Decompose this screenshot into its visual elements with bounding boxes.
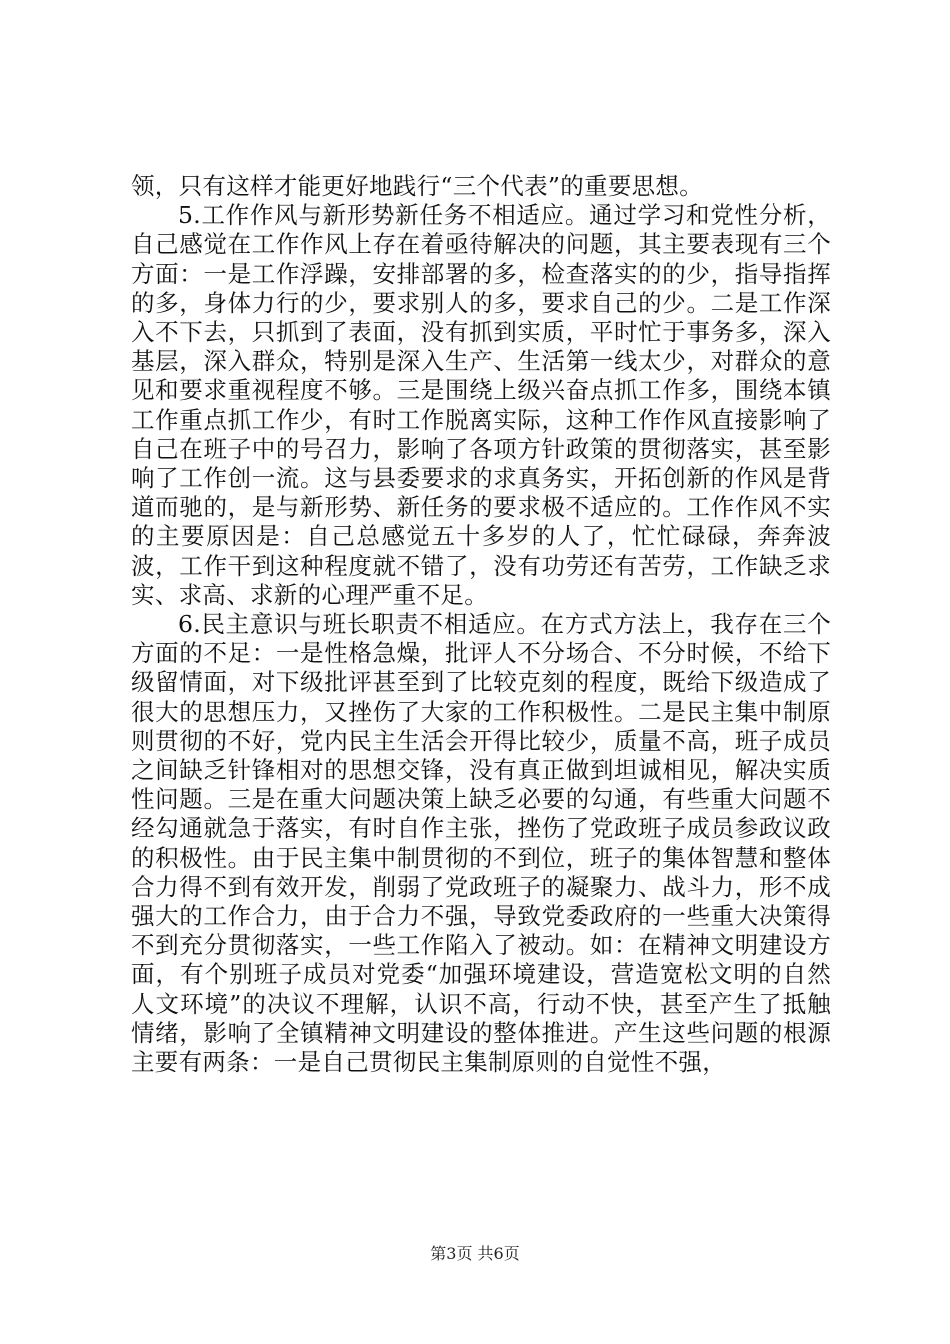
paragraph-item-5: 5.工作作风与新形势新任务不相适应。通过学习和党性分析，自己感觉在工作作风上存在着亟待解决的问题，其主要表现有三个方面：一是工作浮躁，安排部署的多，检查落实的的少，指导指挥的多，身体力行的少，要求别人的多，要求自己的少。二是工作深入不下去，只抓到了表面，没有抓到实质，平时忙于事务多，深入基层，深入群众，特别是深入生产、生活第一线太少，对群众的意见和要求重视程度不够。三是围绕上级兴奋点抓工作多，围绕本镇工作重点抓工作少，有时工作脱离实际，这种工作作风直接影响了自己在班子中的号召力，影响了各项方针政策的贯彻落实，甚至影响了工作创一流。这与县委要求的求真务实，开拓创新的作风是背道而驰的，是与新形势、新任务的要求极不适应的。工作作风不实的主要原因是：自己总感觉五十多岁的人了，忙忙碌碌，奔奔波波，工作干到这种程度就不错了，没有功劳还有苦劳，工作缺乏求实、求高、求新的心理严重不足。	[131, 201, 831, 609]
document-body	[131, 172, 831, 1077]
paragraph-item-6: 6.民主意识与班长职责不相适应。在方式方法上，我存在三个方面的不足：一是性格急燥，批评人不分场合、不分时候，不给下级留情面，对下级批评甚至到了比较克刻的程度，既给下级造成了很大的思想压力，又挫伤了大家的工作积极性。二是民主集中制原则贯彻的不好，党内民主生活会开得比较少，质量不高，班子成员之间缺乏针锋相对的思想交锋，没有真正做到坦诚相见，解决实质性问题。三是在重大问题决策上缺乏必要的勾通，有些重大问题不经勾通就急于落实，有时自作主张，挫伤了党政班子成员参政议政的积极性。由于民主集中制贯彻的不到位，班子的集体智慧和整体合力得不到有效开发，削弱了党政班子的凝聚力、战斗力，形不成强大的工作合力，由于合力不强，导致党委政府的一些重大决策得不到充分贯彻落实，一些工作陷入了被动。如：在精神文明建设方面，有个别班子成员对党委“加强环境建设，营造宽松文明的自然人文环境”的决议不理解，认识不高，行动不快，甚至产生了抵触情绪，影响了全镇精神文明建设的整体推进。产生这些问题的根源主要有两条：一是自己贯彻民主集制原则的自觉性不强，	[131, 610, 831, 1077]
page-footer: 第3页 共6页	[430, 1244, 520, 1263]
paragraph-continuation: 领，只有这样才能更好地践行“三个代表”的重要思想。	[131, 172, 704, 200]
